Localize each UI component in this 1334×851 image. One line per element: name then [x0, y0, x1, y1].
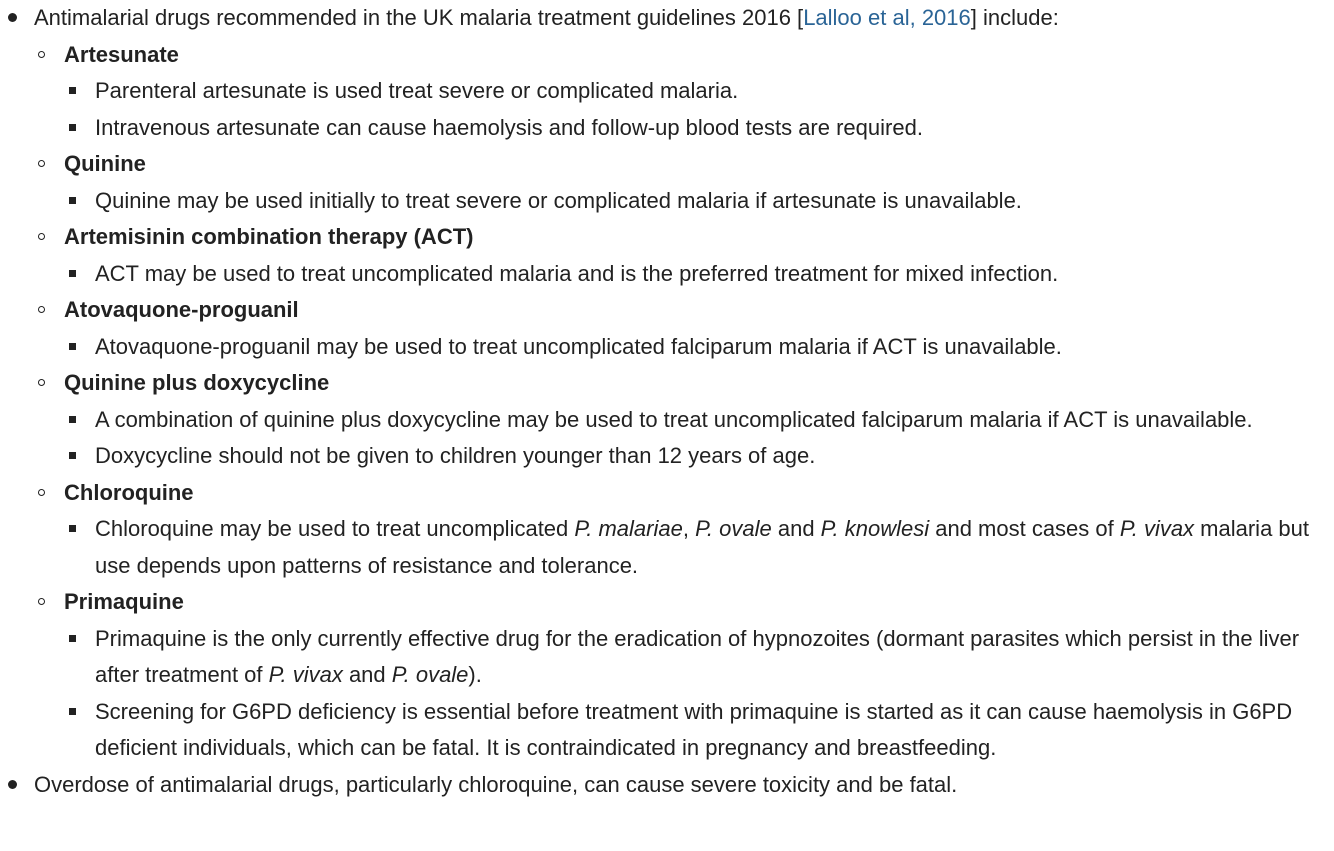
- drug-point: [64, 183, 1322, 220]
- drug-item-act: [34, 219, 1322, 292]
- circle-bullet-icon: [38, 365, 48, 402]
- drug-item-chloroquine: [34, 475, 1322, 585]
- square-bullet-icon: [69, 694, 79, 731]
- square-bullet-icon: [69, 73, 79, 110]
- drug-point-text: A combination of quinine plus doxycycline may be used to treat uncomplicated falciparum malaria if ACT is unavailable.: [95, 406, 1253, 432]
- drug-point-text: and most cases of: [929, 516, 1120, 541]
- square-bullet-icon: [69, 511, 79, 548]
- outro-bullet: [0, 767, 1322, 804]
- drug-item-atovaquone-proguanil: [34, 292, 1322, 365]
- drug-point: [64, 511, 1322, 584]
- drug-point-text: Quinine may be used initially to treat severe or complicated malaria if artesunate is unavailable.: [95, 187, 1022, 213]
- drug-item-artesunate: [34, 37, 1322, 147]
- species-name: P. knowlesi: [820, 516, 930, 541]
- drug-item-primaquine: [34, 584, 1322, 767]
- square-bullet-icon: [69, 110, 79, 147]
- drug-point-text: Primaquine is the only currently effective drug for the eradication of hypnozoites (dormant parasites which persist in the liver after treatment of: [95, 625, 1300, 687]
- circle-bullet-icon: [38, 475, 48, 512]
- circle-bullet-icon: [38, 146, 48, 183]
- drug-point-text: Intravenous artesunate can cause haemolysis and follow-up blood tests are required.: [95, 114, 923, 140]
- drug-points: [64, 621, 1322, 767]
- square-bullet-icon: [69, 438, 79, 475]
- drug-points: [64, 402, 1322, 475]
- drug-name: Atovaquone-proguanil: [64, 297, 299, 322]
- drug-point-text: ).: [468, 662, 482, 687]
- intro-text-after: ] include:: [970, 5, 1059, 30]
- drug-point: [64, 329, 1322, 366]
- drug-name: Quinine plus doxycycline: [64, 370, 330, 395]
- circle-bullet-icon: [38, 292, 48, 329]
- square-bullet-icon: [69, 329, 79, 366]
- drug-point-text: ACT may be used to treat uncomplicated malaria and is the preferred treatment for mixed infection.: [95, 260, 1059, 286]
- species-name: P. malariae: [574, 516, 683, 541]
- drug-point: [64, 438, 1322, 475]
- square-bullet-icon: [69, 621, 79, 658]
- drug-point-text: Parenteral artesunate is used treat severe or complicated malaria.: [95, 78, 739, 103]
- species-name: P. ovale: [695, 516, 772, 541]
- drug-point-text: Chloroquine may be used to treat uncomplicated: [95, 516, 575, 541]
- drug-item-quinine-plus-doxycycline: [34, 365, 1322, 475]
- species-name: P. vivax: [1119, 516, 1195, 541]
- species-name: P. ovale: [391, 662, 469, 687]
- circle-bullet-icon: [38, 584, 48, 621]
- species-name: P. vivax: [268, 662, 343, 687]
- drug-point: [64, 256, 1322, 293]
- circle-bullet-icon: [38, 37, 48, 74]
- drug-point-text: ,: [682, 516, 696, 541]
- drug-point-text: Doxycycline should not be given to children younger than 12 years of age.: [95, 443, 816, 468]
- outro-text: Overdose of antimalarial drugs, particularly chloroquine, can cause severe toxicity and be fatal.: [34, 771, 958, 797]
- drug-point: [64, 402, 1322, 439]
- drug-points: [64, 329, 1322, 366]
- square-bullet-icon: [69, 256, 79, 293]
- drug-name: Artemisinin combination therapy (ACT): [64, 224, 474, 249]
- drug-list: [34, 37, 1322, 767]
- square-bullet-icon: [69, 183, 79, 220]
- circle-bullet-icon: [38, 219, 48, 256]
- intro-text-before: Antimalarial drugs recommended in the UK malaria treatment guidelines 2016 [: [34, 5, 804, 30]
- drug-point-text: and: [771, 516, 821, 541]
- drug-item-quinine: [34, 146, 1322, 219]
- filled-disc-bullet-icon: [8, 0, 18, 37]
- drug-points: [64, 511, 1322, 584]
- drug-point: [64, 621, 1322, 694]
- drug-point: [64, 694, 1322, 767]
- drug-point-text: and: [342, 662, 392, 687]
- drug-name: Chloroquine: [64, 479, 194, 505]
- drug-name: Artesunate: [64, 41, 179, 67]
- drug-point-text: Atovaquone-proguanil may be used to treat uncomplicated falciparum malaria if ACT is unavailable.: [95, 333, 1062, 359]
- reference-link[interactable]: Lalloo et al, 2016: [803, 5, 971, 30]
- square-bullet-icon: [69, 402, 79, 439]
- drug-points: [64, 73, 1322, 146]
- filled-disc-bullet-icon: [8, 767, 18, 804]
- drug-point-text: Screening for G6PD deficiency is essential before treatment with primaquine is started as it can cause haemolysis in G6PD deficient individuals, which can be fatal. It is contraindicated in pregnancy and breastfeeding.: [95, 698, 1293, 760]
- drug-name: Quinine: [64, 151, 146, 176]
- drug-points: [64, 256, 1322, 293]
- drug-point-text: malaria but use depends upon patterns of resistance and tolerance.: [95, 516, 1310, 578]
- drug-point: [64, 110, 1322, 147]
- drug-name: Primaquine: [64, 589, 184, 614]
- drug-point: [64, 73, 1322, 110]
- drug-points: [64, 183, 1322, 220]
